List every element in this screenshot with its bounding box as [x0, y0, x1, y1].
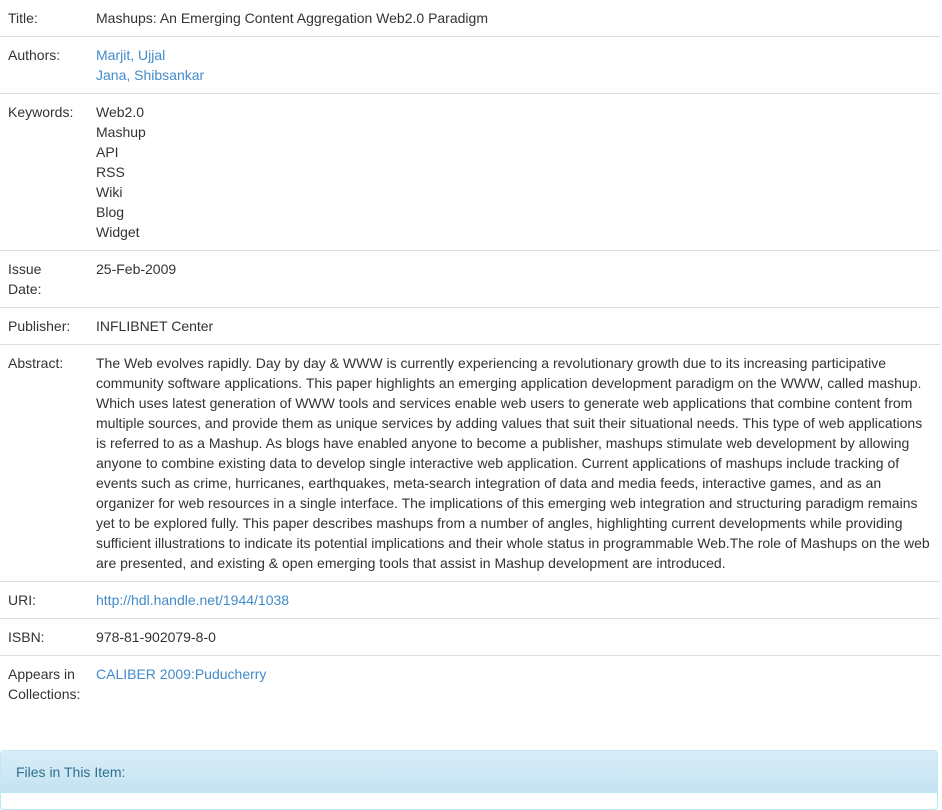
files-panel-heading: Files in This Item: [1, 751, 937, 793]
collections-label-line: Collections: [8, 686, 81, 702]
issue-date-label [0, 251, 88, 308]
issue-date-row [0, 251, 940, 308]
isbn-value: 978-81-902079-8-0 [88, 619, 940, 656]
author-link[interactable]: Jana, Shibsankar [96, 67, 205, 83]
abstract-line: events such as crime, hurricanes, earthquakes, meta-search integration of data and media feeds, interactive games, and as an [96, 475, 882, 491]
abstract-row [0, 345, 940, 582]
abstract-label: Abstract: [0, 345, 88, 582]
publisher-label: Publisher: [0, 308, 88, 345]
collections-row [0, 656, 940, 713]
abstract-line: Which uses latest generation of WWW tools and services enable web users to generate web applications that combine content from [96, 395, 913, 411]
uri-label: URI: [0, 582, 88, 619]
publisher-row [0, 308, 940, 345]
keyword: Wiki [96, 184, 123, 200]
title-value: Mashups: An Emerging Content Aggregation Web2.0 Paradigm [96, 10, 488, 26]
abstract-line: community software applications. This paper highlights an emerging application development paradigm on the WWW, called mashup. [96, 375, 922, 391]
abstract-line: are presented, and existing & open emerging tools that assist in Mashup development are introduced. [96, 555, 726, 571]
issue-date-label-line: Date: [8, 281, 42, 297]
author-link[interactable]: Marjit, Ujjal [96, 47, 166, 63]
collection-link[interactable]: CALIBER 2009:Puducherry [96, 666, 267, 682]
authors-list [88, 37, 940, 94]
issue-date-value: 25-Feb-2009 [88, 251, 940, 308]
abstract-line: yet to be explored fully. This paper describes mashups from a number of angles, highlighting current developments while providing [96, 515, 903, 531]
publisher-value: INFLIBNET Center [88, 308, 940, 345]
keyword: API [96, 144, 119, 160]
abstract-line: sufficient illustrations to indicate its potential implications and their whole status in programmable Web.The role of Mashups on the web [96, 535, 930, 551]
title-label: Title: [8, 10, 38, 26]
uri-row [0, 582, 940, 619]
issue-date-label-line: Issue [8, 261, 42, 277]
collections-label [0, 656, 88, 713]
abstract-line: The Web evolves rapidly. Day by day & WWW is currently experiencing a revolutionary growth due to its increasing participative [96, 355, 887, 371]
keyword: Blog [96, 204, 125, 220]
collections-label-line: Appears in [8, 666, 75, 682]
uri-link[interactable]: http://hdl.handle.net/1944/1038 [96, 592, 290, 608]
keyword: Widget [96, 224, 140, 240]
title-row [0, 0, 940, 37]
uri-cell [88, 582, 940, 619]
abstract-line: multiple sources, and provide them as unique services by adding values that suit their situational needs. This type of web applications [96, 415, 923, 431]
abstract-text [88, 345, 940, 582]
keyword: Web2.0 [96, 104, 144, 120]
keywords-label: Keywords: [0, 94, 88, 251]
abstract-line: anyone to combine existing data to develop single interactive web application. Current applications of mashups include tracking of [96, 455, 900, 471]
keyword: RSS [96, 164, 125, 180]
keywords-row [0, 94, 940, 251]
abstract-line: organizer for web resources in a single interface. The implications of this emerging web integration and structuring paradigm remains [96, 495, 918, 511]
authors-label: Authors: [0, 37, 88, 94]
isbn-label: ISBN: [0, 619, 88, 656]
authors-row [0, 37, 940, 94]
abstract-line: is referred to as a Mashup. As blogs have enabled anyone to become a publisher, mashups stimulate web development by allowing [96, 435, 910, 451]
keyword: Mashup [96, 124, 146, 140]
isbn-row [0, 619, 940, 656]
files-panel [0, 750, 938, 810]
keywords-list [88, 94, 940, 251]
collections-cell [88, 656, 940, 713]
